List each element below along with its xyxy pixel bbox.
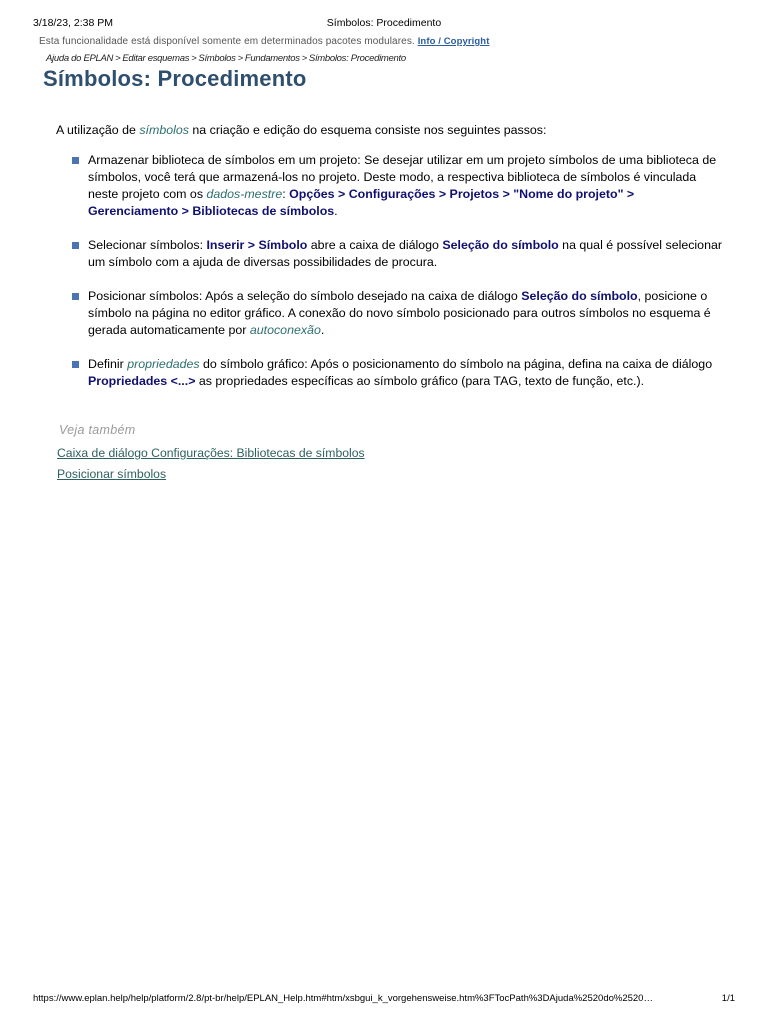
breadcrumb-separator: > [115, 53, 121, 64]
breadcrumb-item[interactable]: Ajuda do EPLAN [46, 53, 114, 64]
breadcrumb-separator: > [301, 53, 307, 64]
glossary-link-propriedades[interactable]: propriedades [127, 357, 200, 371]
breadcrumb-item[interactable]: Editar esquemas [122, 53, 190, 64]
glossary-link-simbolos[interactable]: símbolos [139, 123, 189, 137]
breadcrumb [46, 53, 406, 64]
notice-text: Esta funcionalidade está disponível somente em determinados pacotes modulares. [39, 36, 415, 47]
ui-path-inserir-simbolo: Inserir > Símbolo [206, 238, 308, 252]
print-header [33, 17, 735, 31]
print-url: https://www.eplan.help/help/platform/2.8/pt-br/help/EPLAN_Help.htm#htm/xsbgui_k_vorgehensweise.htm%3FTocPath%3DAjuda%2520do%2520… [33, 993, 653, 1004]
page-title: Símbolos: Procedimento [43, 66, 307, 91]
print-date: 3/18/23, 2:38 PM [33, 17, 113, 29]
module-notice [39, 36, 489, 47]
main-content [56, 122, 726, 407]
print-footer [33, 993, 735, 1007]
ui-dialog-selecao: Seleção do símbolo [521, 289, 638, 303]
list-item: Armazenar biblioteca de símbolos em um projeto: Se desejar utilizar em um projeto símbolos de uma biblioteca de símbolos, você terá que armazená-los no projeto. Deste modo, a respectiva biblioteca de símbolos é vinculada neste projeto com os dados-mestre: Opções > Configurações > Projetos > "Nome do projeto" > Gerenciamento > Bibliotecas de símbolos. [56, 152, 726, 220]
square-bullet-icon [72, 242, 79, 249]
glossary-link-autoconexao[interactable]: autoconexão [249, 323, 321, 337]
ui-path-bibliotecas: Opções > Configurações > Projetos > "Nome do projeto" > Gerenciamento > Bibliotecas de símbolos [88, 187, 635, 218]
breadcrumb-item[interactable]: Símbolos [198, 53, 236, 64]
related-link-posicionar[interactable]: Posicionar símbolos [57, 467, 167, 481]
list-item: Posicionar símbolos: Após a seleção do símbolo desejado na caixa de diálogo Seleção do símbolo, posicione o símbolo na página no editor gráfico. A conexão do novo símbolo posicionado para outros símbolos no esquema é gerada automaticamente por autoconexão. [56, 288, 726, 339]
steps-list [56, 152, 726, 390]
ui-dialog-propriedades: Propriedades <...> [88, 374, 196, 388]
square-bullet-icon [72, 293, 79, 300]
see-also-heading: Veja também [59, 423, 136, 437]
breadcrumb-separator: > [237, 53, 243, 64]
square-bullet-icon [72, 157, 79, 164]
list-item: Definir propriedades do símbolo gráfico: Após o posicionamento do símbolo na página, defina na caixa de diálogo Propriedades <...> as propriedades específicas ao símbolo gráfico (para TAG, texto de função, etc.). [56, 356, 726, 390]
breadcrumb-separator: > [191, 53, 197, 64]
glossary-link-dados-mestre[interactable]: dados-mestre [206, 187, 283, 201]
print-title: Símbolos: Procedimento [326, 17, 442, 29]
square-bullet-icon [72, 361, 79, 368]
breadcrumb-current: Símbolos: Procedimento [308, 53, 406, 64]
intro-paragraph: A utilização de símbolos na criação e edição do esquema consiste nos seguintes passos: [56, 123, 547, 137]
related-link-configuracoes[interactable]: Caixa de diálogo Configurações: Bibliotecas de símbolos [57, 446, 365, 460]
breadcrumb-item[interactable]: Fundamentos [244, 53, 300, 64]
list-item: Selecionar símbolos: Inserir > Símbolo abre a caixa de diálogo Seleção do símbolo na qual é possível selecionar um símbolo com a ajuda de diversas possibilidades de procura. [56, 237, 726, 271]
page-number: 1/1 [721, 993, 735, 1004]
ui-dialog-selecao: Seleção do símbolo [442, 238, 559, 252]
info-copyright-link[interactable]: Info / Copyright [417, 36, 490, 47]
